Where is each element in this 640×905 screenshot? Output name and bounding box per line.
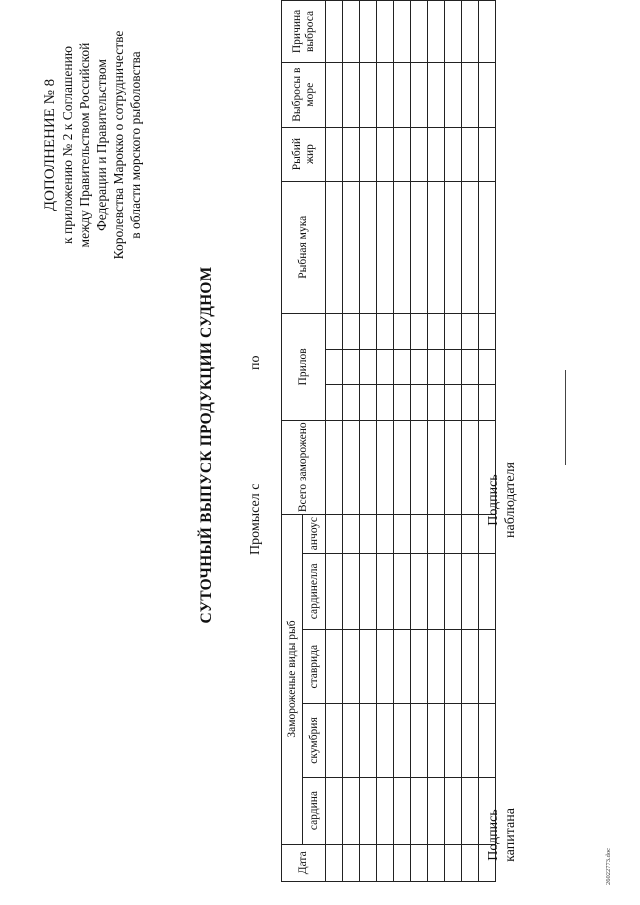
table-cell: [479, 704, 496, 777]
table-row: [377, 1, 394, 882]
table-cell: [377, 777, 394, 844]
table-cell: [462, 313, 479, 349]
table-cell: [377, 629, 394, 703]
table-cell: [411, 127, 428, 181]
table-cell: [411, 1, 428, 63]
table-cell: [479, 181, 496, 313]
table-cell: [394, 313, 411, 349]
table-cell: [462, 844, 479, 881]
table-cell: [343, 62, 360, 127]
table-cell: [411, 313, 428, 349]
table-cell: [360, 553, 377, 629]
header-frozen-species: Замороженые виды рыб: [282, 514, 303, 844]
table-cell: [411, 420, 428, 514]
table-cell: [479, 127, 496, 181]
table-cell: [326, 704, 343, 777]
table-cell: [394, 420, 411, 514]
table-cell: [411, 181, 428, 313]
table-cell: [445, 629, 462, 703]
table-cell: [394, 629, 411, 703]
captain-signature-label: Подпись капитана: [486, 808, 518, 862]
table-cell: [445, 704, 462, 777]
table-cell: [428, 349, 445, 385]
table-cell: [377, 62, 394, 127]
table-cell: [343, 553, 360, 629]
table-cell: [428, 420, 445, 514]
table-cell: [343, 349, 360, 385]
table-cell: [394, 181, 411, 313]
table-cell: [377, 1, 394, 63]
table-cell: [445, 844, 462, 881]
document-title: СУТОЧНЫЙ ВЫПУСК ПРОДУКЦИИ СУДНОМ: [198, 266, 215, 624]
table-cell: [462, 127, 479, 181]
table-cell: [479, 62, 496, 127]
table-cell: [479, 385, 496, 421]
table-cell: [326, 553, 343, 629]
table-cell: [411, 553, 428, 629]
table-cell: [462, 704, 479, 777]
table-row: [428, 1, 445, 882]
table-cell: [479, 629, 496, 703]
table-cell: [445, 514, 462, 553]
table-row: [411, 1, 428, 882]
appendix-line: в области морского рыболовства: [128, 51, 143, 239]
header-bycatch: Прилов: [282, 313, 326, 420]
table-cell: [360, 844, 377, 881]
table-cell: [462, 553, 479, 629]
table-cell: [445, 777, 462, 844]
header-species-mackerel: скумбрия: [303, 704, 326, 777]
table-cell: [462, 777, 479, 844]
table-row: [343, 1, 360, 882]
table-cell: [445, 1, 462, 63]
table-cell: [326, 62, 343, 127]
table-cell: [428, 629, 445, 703]
table-cell: [377, 704, 394, 777]
table-row: [326, 1, 343, 882]
table-cell: [343, 629, 360, 703]
table-cell: [428, 313, 445, 349]
table-cell: [343, 1, 360, 63]
table-cell: [343, 844, 360, 881]
table-row: [462, 1, 479, 882]
table-cell: [343, 704, 360, 777]
table-cell: [462, 385, 479, 421]
table-cell: [360, 313, 377, 349]
table-cell: [411, 349, 428, 385]
table-cell: [360, 629, 377, 703]
header-species-sardinella: сардинелла: [303, 553, 326, 629]
table-cell: [326, 349, 343, 385]
table-cell: [428, 553, 445, 629]
table-cell: [428, 1, 445, 63]
header-species-anchovy: анчоус: [303, 514, 326, 553]
table-cell: [445, 62, 462, 127]
table-cell: [445, 181, 462, 313]
header-fish-oil: Рыбий жир: [282, 127, 326, 181]
signature-line: [565, 370, 566, 465]
table-cell: [411, 629, 428, 703]
table-cell: [394, 349, 411, 385]
table-cell: [394, 553, 411, 629]
table-cell: [394, 704, 411, 777]
header-species-horse-mackerel: ставрида: [303, 629, 326, 703]
table-cell: [360, 420, 377, 514]
table-cell: [377, 313, 394, 349]
table-cell: [445, 313, 462, 349]
table-cell: [394, 127, 411, 181]
table-row: [445, 1, 462, 882]
table-cell: [445, 385, 462, 421]
table-cell: [326, 385, 343, 421]
table-cell: [343, 313, 360, 349]
table-cell: [479, 349, 496, 385]
table-cell: [428, 704, 445, 777]
table-cell: [326, 420, 343, 514]
table-cell: [462, 629, 479, 703]
table-cell: [445, 420, 462, 514]
table-cell: [479, 1, 496, 63]
table-cell: [377, 514, 394, 553]
appendix-line: Федерации и Правительством: [94, 59, 109, 231]
table-cell: [394, 62, 411, 127]
table-cell: [360, 777, 377, 844]
table-cell: [326, 1, 343, 63]
table-cell: [411, 514, 428, 553]
appendix-line: к приложению № 2 к Соглашению: [60, 46, 75, 244]
table-cell: [394, 1, 411, 63]
table-cell: [394, 777, 411, 844]
appendix-title: ДОПОЛНЕНИЕ № 8: [42, 78, 58, 212]
production-table: [281, 0, 496, 882]
table-cell: [343, 181, 360, 313]
table-cell: [411, 62, 428, 127]
table-cell: [445, 127, 462, 181]
table-cell: [428, 127, 445, 181]
table-cell: [360, 704, 377, 777]
header-discard-reason: Причина выброса: [282, 1, 326, 63]
appendix-line: Королевства Марокко о сотрудничестве: [111, 30, 126, 260]
table-cell: [462, 181, 479, 313]
table-cell: [326, 181, 343, 313]
table-cell: [445, 553, 462, 629]
table-cell: [360, 514, 377, 553]
header-fish-meal: Рыбная мука: [282, 181, 326, 313]
table-cell: [411, 385, 428, 421]
fishing-to-label: по: [248, 355, 263, 370]
appendix-header: [42, 15, 144, 275]
table-cell: [428, 62, 445, 127]
file-reference: 26022773.doc: [605, 847, 612, 885]
table-cell: [343, 127, 360, 181]
table-cell: [377, 420, 394, 514]
table-cell: [377, 844, 394, 881]
table-cell: [326, 313, 343, 349]
table-cell: [411, 844, 428, 881]
table-cell: [479, 313, 496, 349]
table-cell: [462, 349, 479, 385]
table-cell: [428, 181, 445, 313]
table-cell: [462, 514, 479, 553]
table-cell: [360, 1, 377, 63]
table-cell: [428, 385, 445, 421]
table-cell: [377, 127, 394, 181]
table-cell: [428, 777, 445, 844]
appendix-line: между Правительством Российской: [77, 42, 92, 248]
table-cell: [428, 844, 445, 881]
table-cell: [360, 127, 377, 181]
table-cell: [394, 514, 411, 553]
table-cell: [377, 553, 394, 629]
table-cell: [377, 385, 394, 421]
table-cell: [394, 385, 411, 421]
table-cell: [411, 777, 428, 844]
header-species-sardine: сардина: [303, 777, 326, 844]
table-cell: [326, 844, 343, 881]
table-cell: [394, 844, 411, 881]
table-row: [394, 1, 411, 882]
table-cell: [377, 349, 394, 385]
table-cell: [343, 777, 360, 844]
table-cell: [377, 181, 394, 313]
table-cell: [326, 629, 343, 703]
table-cell: [428, 514, 445, 553]
table-cell: [462, 62, 479, 127]
table-cell: [360, 181, 377, 313]
table-cell: [360, 349, 377, 385]
table-row: [360, 1, 377, 882]
table-cell: [360, 385, 377, 421]
table-cell: [479, 553, 496, 629]
fishing-from-label: Промысел с: [248, 483, 263, 555]
table-cell: [462, 1, 479, 63]
table-cell: [326, 514, 343, 553]
header-row-1: [282, 1, 303, 882]
table-cell: [343, 385, 360, 421]
table-cell: [343, 514, 360, 553]
header-total-frozen: Всего заморожено: [282, 420, 326, 514]
table-cell: [326, 127, 343, 181]
table-cell: [445, 349, 462, 385]
table-cell: [411, 704, 428, 777]
table-cell: [326, 777, 343, 844]
header-date: Дата: [282, 844, 326, 881]
table-cell: [343, 420, 360, 514]
table-cell: [462, 420, 479, 514]
header-discards: Выбросы в море: [282, 62, 326, 127]
table-cell: [360, 62, 377, 127]
observer-signature-label: Подпись наблюдателя: [486, 462, 518, 538]
